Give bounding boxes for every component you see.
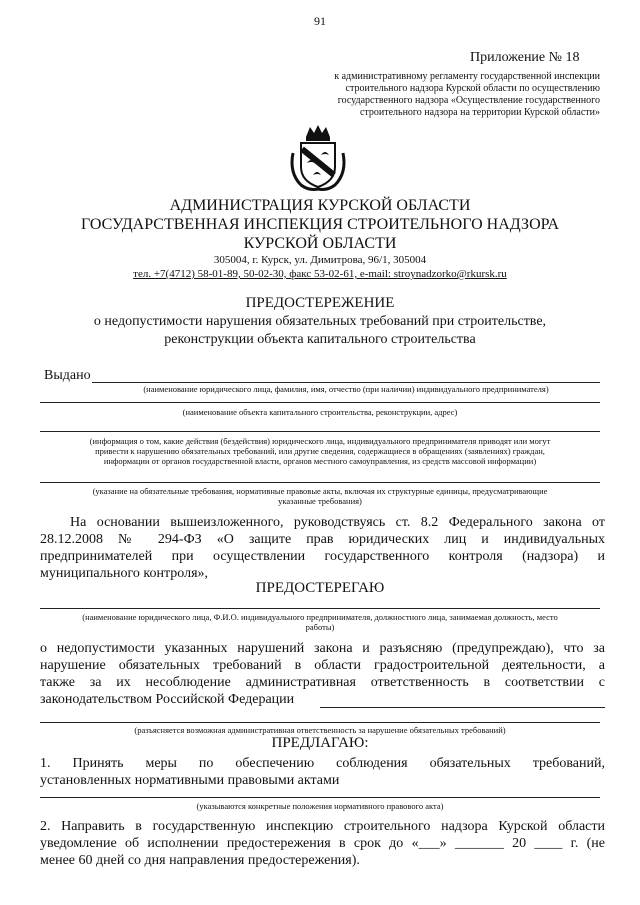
caption-line: (указание на обязательные требования, нормативные правовые акты, включая их структурные единицы, предусматривающие <box>92 486 548 496</box>
item-line: менее 60 дней со дня направления предостережения). <box>40 853 360 868</box>
doc-subtitle-line: реконструкции объекта капитального строительства <box>164 332 476 347</box>
org-address: 305004, г. Курск, ул. Димитрова, 96/1, 305004 <box>213 254 427 266</box>
caption-3 <box>40 436 600 466</box>
warn-heading: ПРЕДОСТЕРЕГАЮ <box>255 580 385 596</box>
fill-line <box>40 797 600 798</box>
doc-subtitle-line: о недопустимости нарушения обязательных требований при строительстве, <box>93 314 547 329</box>
caption-line: работы) <box>305 622 335 632</box>
org-line-1: АДМИНИСТРАЦИЯ КУРСКОЙ ОБЛАСТИ <box>169 197 471 214</box>
item-2 <box>40 818 605 869</box>
annex-title: Приложение № 18 <box>470 50 580 65</box>
fill-line <box>40 431 600 432</box>
caption-1: (наименование юридического лица, фамилия, имя, отчество (при наличии) индивидуального предпринимателя) <box>143 384 549 394</box>
coat-of-arms-icon <box>287 123 349 193</box>
org-header <box>0 196 640 253</box>
issued-label: Выдано <box>44 368 91 383</box>
warn-paragraph <box>40 640 605 708</box>
item-line: 1. Принять меры по обеспечению соблюдения обязательных требований, <box>40 756 605 771</box>
warn-line: о недопустимости указанных нарушений закона и разъясняю (предупреждаю), что за <box>40 641 605 656</box>
basis-line: На основании вышеизложенного, руководствуясь ст. 8.2 Федерального закона от <box>70 515 605 530</box>
caption-5 <box>40 612 600 632</box>
fill-line <box>40 402 600 403</box>
doc-subtitle <box>0 313 640 349</box>
basis-line: муниципального контроля», <box>40 566 209 581</box>
basis-paragraph <box>40 514 605 582</box>
item-line: установленных нормативными правовыми актами <box>40 773 340 788</box>
caption-line: привести к нарушению обязательных требований, или другие сведения, содержащиеся в обращениях (заявлениях) граждан, <box>95 446 545 456</box>
basis-line: 28.12.2008 № 294-ФЗ «О защите прав юридических лиц и индивидуальных <box>40 532 605 547</box>
org-contacts: тел. +7(4712) 58-01-89, 50-02-30, факс 53-02-61, e-mail: stroynadzorko@rkursk.ru <box>133 268 507 280</box>
caption-line: (информация о том, какие действия (бездействия) юридического лица, индивидуального предпринимателя приводят или могут <box>89 436 551 446</box>
warn-line: также за их несоблюдение административная ответственность в соответствии с <box>40 675 605 690</box>
item-line: 2. Направить в государственную инспекцию строительного надзора Курской области <box>40 819 605 834</box>
fill-line <box>40 482 600 483</box>
fill-line <box>320 707 605 708</box>
annex-line: строительного надзора на территории Курской области» <box>359 107 600 118</box>
item-1 <box>40 755 605 789</box>
caption-7: (указываются конкретные положения нормативного правового акта) <box>196 801 444 811</box>
propose-heading: ПРЕДЛАГАЮ: <box>271 735 369 751</box>
caption-line: информации от органов государственной власти, органов местного самоуправления, из средств массовой информации) <box>103 456 537 466</box>
annex-line: строительного надзора Курской области по осуществлению <box>345 83 600 94</box>
fill-line <box>40 722 600 723</box>
org-line-3: КУРСКОЙ ОБЛАСТИ <box>243 235 397 252</box>
fill-line <box>40 608 600 609</box>
caption-2: (наименование объекта капитального строительства, реконструкции, адрес) <box>182 407 458 417</box>
annex-line: государственного надзора «Осуществление государственного <box>337 95 600 106</box>
item-line: уведомление об исполнении предостережения в срок до «___» _______ 20 ____ г. (не <box>40 836 605 851</box>
caption-line: указанные требования) <box>278 496 362 506</box>
annex-text <box>334 71 600 119</box>
warn-line: законодательством Российской Федерации <box>40 692 295 707</box>
warn-line: нарушение обязательных требований в области градостроительной деятельности, а <box>40 658 605 673</box>
org-line-2: ГОСУДАРСТВЕННАЯ ИНСПЕКЦИЯ СТРОИТЕЛЬНОГО НАДЗОРА <box>80 216 560 233</box>
annex-line: к административному регламенту государственной инспекции <box>334 71 600 82</box>
page-number: 91 <box>314 14 326 28</box>
caption-6: (разъясняется возможная административная ответственность за нарушение обязательных требований) <box>134 725 506 735</box>
caption-4 <box>40 486 600 506</box>
doc-title: ПРЕДОСТЕРЕЖЕНИЕ <box>245 295 395 311</box>
basis-line: предпринимателей при осуществлении государственного контроля (надзора) и <box>40 549 605 564</box>
caption-line: (наименование юридического лица, Ф.И.О. индивидуального предпринимателя, должностного лица, занимаемая должность, место <box>82 612 558 622</box>
fill-line <box>92 382 600 383</box>
